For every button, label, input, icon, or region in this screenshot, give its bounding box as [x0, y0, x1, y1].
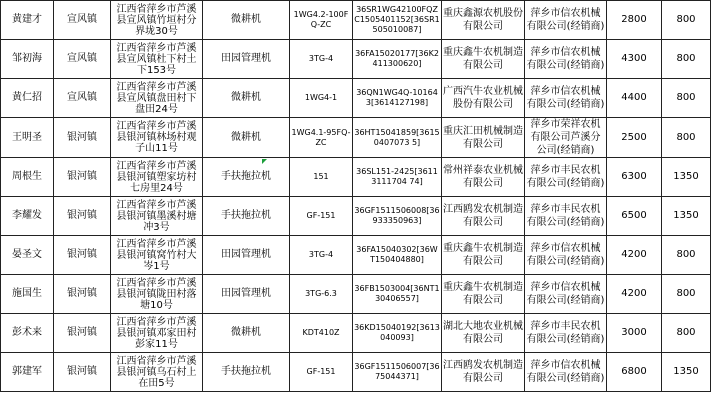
serial-number-cell[interactable]: 36SR1WG42100FQZC1505401152[36SR1505010087]	[353, 1, 442, 40]
manufacturer-cell[interactable]: 重庆鑫牛农机制造有限公司	[442, 40, 525, 79]
price-cell[interactable]: 1350	[662, 197, 711, 236]
model-cell[interactable]: 3TG-6.3	[290, 275, 353, 314]
town-cell[interactable]: 银河镇	[54, 353, 111, 392]
dealer-cell[interactable]: 萍乡市信农机械有限公司(经销商)	[525, 40, 607, 79]
model-cell[interactable]: 151	[290, 158, 353, 197]
machine-category-cell[interactable]: 微耕机	[203, 1, 290, 40]
serial-number-cell[interactable]: 36FB1503004[36NT130406557]	[353, 275, 442, 314]
farmer-name-cell[interactable]: 晏圣文	[1, 236, 54, 275]
price-cell[interactable]: 800	[662, 275, 711, 314]
dealer-cell[interactable]: 萍乡市丰民农机有限公司(经销商)	[525, 158, 607, 197]
manufacturer-cell[interactable]: 广西汽牛农业机械股份有限公司	[442, 79, 525, 118]
farmer-name-cell[interactable]: 施国生	[1, 275, 54, 314]
manufacturer-cell[interactable]: 江西鸥发农机制造有限公司	[442, 353, 525, 392]
address-cell[interactable]: 江西省萍乡市芦溪县银河镇林场村观子山11号	[111, 118, 203, 158]
address-cell[interactable]: 江西省萍乡市芦溪县银河镇墨溪村塘冲3号	[111, 197, 203, 236]
subsidy-amount-cell[interactable]: 2800	[607, 1, 662, 40]
price-cell[interactable]: 800	[662, 79, 711, 118]
serial-number-cell[interactable]: 36GF1511506008[36933350963]	[353, 197, 442, 236]
table-row	[1, 79, 711, 118]
serial-number-cell[interactable]: 36QN1WG4Q-101643[3614127198]	[353, 79, 442, 118]
machine-category-cell[interactable]: 手扶拖拉机	[203, 353, 290, 392]
table-row	[1, 197, 711, 236]
serial-number-cell[interactable]: 36HT15041859[36150407073 5]	[353, 118, 442, 158]
model-cell[interactable]: 3TG-4	[290, 236, 353, 275]
farmer-name-cell[interactable]: 彭术来	[1, 314, 54, 353]
table-row	[1, 158, 711, 197]
address-cell[interactable]: 江西省萍乡市芦溪县银河镇乌石村上在田5号	[111, 353, 203, 392]
town-cell[interactable]: 宣风镇	[54, 79, 111, 118]
table-row	[1, 1, 711, 40]
machine-category-cell[interactable]: 田园管理机	[203, 40, 290, 79]
manufacturer-cell[interactable]: 重庆鑫牛农机制造有限公司	[442, 275, 525, 314]
machine-category-cell[interactable]: 手扶拖拉机	[203, 158, 290, 197]
dealer-cell[interactable]: 萍乡市信农机械有限公司(经销商)	[525, 236, 607, 275]
dealer-cell[interactable]: 萍乡市信农机械有限公司(经销商)	[525, 79, 607, 118]
serial-number-cell[interactable]: 36FA15020177[36K2411300620]	[353, 40, 442, 79]
town-cell[interactable]: 银河镇	[54, 158, 111, 197]
address-cell[interactable]: 江西省萍乡市芦溪县银河镇窝竹村大岑1号	[111, 236, 203, 275]
farmer-name-cell[interactable]: 王明圣	[1, 118, 54, 158]
farmer-name-cell[interactable]: 李耀发	[1, 197, 54, 236]
town-cell[interactable]: 银河镇	[54, 314, 111, 353]
subsidy-amount-cell[interactable]: 4300	[607, 40, 662, 79]
dealer-cell[interactable]: 萍乡市荣祥农机有限公司芦溪分公司(经销商)	[525, 118, 607, 158]
price-cell[interactable]: 800	[662, 40, 711, 79]
price-cell[interactable]: 1350	[662, 158, 711, 197]
address-cell[interactable]: 江西省萍乡市芦溪县银河镇塑家坊村七房里24号	[111, 158, 203, 197]
subsidy-amount-cell[interactable]: 2500	[607, 118, 662, 158]
serial-number-cell[interactable]: 36KD15040192[3613040093]	[353, 314, 442, 353]
subsidy-amount-cell[interactable]: 4200	[607, 275, 662, 314]
address-cell[interactable]: 江西省萍乡市芦溪县银河镇邓家田村彭家11号	[111, 314, 203, 353]
model-cell[interactable]: 3TG-4	[290, 40, 353, 79]
town-cell[interactable]: 银河镇	[54, 275, 111, 314]
dealer-cell[interactable]: 萍乡市丰民农机有限公司(经销商)	[525, 314, 607, 353]
subsidy-amount-cell[interactable]: 6300	[607, 158, 662, 197]
serial-number-cell[interactable]: 36FA15040302[36WT150404880]	[353, 236, 442, 275]
model-cell[interactable]: KDT410Z	[290, 314, 353, 353]
price-cell[interactable]: 800	[662, 236, 711, 275]
manufacturer-cell[interactable]: 重庆鑫牛农机制造有限公司	[442, 236, 525, 275]
town-cell[interactable]: 宣风镇	[54, 40, 111, 79]
subsidy-amount-cell[interactable]: 4200	[607, 236, 662, 275]
subsidy-amount-cell[interactable]: 6800	[607, 353, 662, 392]
address-cell[interactable]: 江西省萍乡市芦溪县银河镇陇田村落塘10号	[111, 275, 203, 314]
machine-category-cell[interactable]: 微耕机	[203, 79, 290, 118]
subsidy-amount-cell[interactable]: 6500	[607, 197, 662, 236]
dealer-cell[interactable]: 萍乡市信农机械有限公司(经销商)	[525, 353, 607, 392]
machine-category-cell[interactable]: 微耕机	[203, 314, 290, 353]
farmer-name-cell[interactable]: 邹初海	[1, 40, 54, 79]
town-cell[interactable]: 银河镇	[54, 236, 111, 275]
serial-number-cell[interactable]: 36SL151-2425[36113111704 74]	[353, 158, 442, 197]
dealer-cell[interactable]: 萍乡市信农机械有限公司(经销商)	[525, 275, 607, 314]
price-cell[interactable]: 800	[662, 118, 711, 158]
cell-comment-marker	[262, 159, 267, 164]
farmer-name-cell[interactable]: 郭建军	[1, 353, 54, 392]
table-row	[1, 353, 711, 392]
table-row	[1, 236, 711, 275]
dealer-cell[interactable]: 萍乡市信农机械有限公司(经销商)	[525, 1, 607, 40]
price-cell[interactable]: 1350	[662, 353, 711, 392]
model-cell[interactable]: GF-151	[290, 197, 353, 236]
machine-category-cell[interactable]: 微耕机	[203, 118, 290, 158]
dealer-cell[interactable]: 萍乡市丰民农机有限公司(经销商)	[525, 197, 607, 236]
address-cell[interactable]: 江西省萍乡市芦溪县宣风镇盘田村下盘田24号	[111, 79, 203, 118]
machine-category-cell[interactable]: 田园管理机	[203, 236, 290, 275]
model-cell[interactable]: 1WG4-1	[290, 79, 353, 118]
model-cell[interactable]: GF-151	[290, 353, 353, 392]
machine-category-cell[interactable]: 手扶拖拉机	[203, 197, 290, 236]
manufacturer-cell[interactable]: 湖北大地农业机械有限公司	[442, 314, 525, 353]
manufacturer-cell[interactable]: 江西鸥发农机制造有限公司	[442, 197, 525, 236]
address-cell[interactable]: 江西省萍乡市芦溪县宣风镇杜下村土下153号	[111, 40, 203, 79]
price-cell[interactable]: 800	[662, 1, 711, 40]
model-cell[interactable]: 1WG4.2-100FQ-ZC	[290, 1, 353, 40]
price-cell[interactable]: 800	[662, 314, 711, 353]
farmer-name-cell[interactable]: 周根生	[1, 158, 54, 197]
table-row	[1, 118, 711, 158]
machine-category-cell[interactable]: 田园管理机	[203, 275, 290, 314]
manufacturer-cell[interactable]: 重庆汇田机械制造有限公司	[442, 118, 525, 158]
subsidy-amount-cell[interactable]: 3000	[607, 314, 662, 353]
address-cell[interactable]: 江西省萍乡市芦溪县宣风镇竹垣村分界垅30号	[111, 1, 203, 40]
table-row	[1, 275, 711, 314]
table-row	[1, 40, 711, 79]
manufacturer-cell[interactable]: 常州祥泰农业机械有限公司	[442, 158, 525, 197]
town-cell[interactable]: 银河镇	[54, 197, 111, 236]
table-row	[1, 314, 711, 353]
town-cell[interactable]: 银河镇	[54, 118, 111, 158]
town-cell[interactable]: 宣风镇	[54, 1, 111, 40]
farmer-name-cell[interactable]: 黄仁招	[1, 79, 54, 118]
subsidy-amount-cell[interactable]: 4400	[607, 79, 662, 118]
model-cell[interactable]: 1WG4.1-95FQ-ZC	[290, 118, 353, 158]
serial-number-cell[interactable]: 36GF1511506007[3675044371]	[353, 353, 442, 392]
manufacturer-cell[interactable]: 重庆鑫源农机股份有限公司	[442, 1, 525, 40]
farmer-name-cell[interactable]: 黄建才	[1, 1, 54, 40]
